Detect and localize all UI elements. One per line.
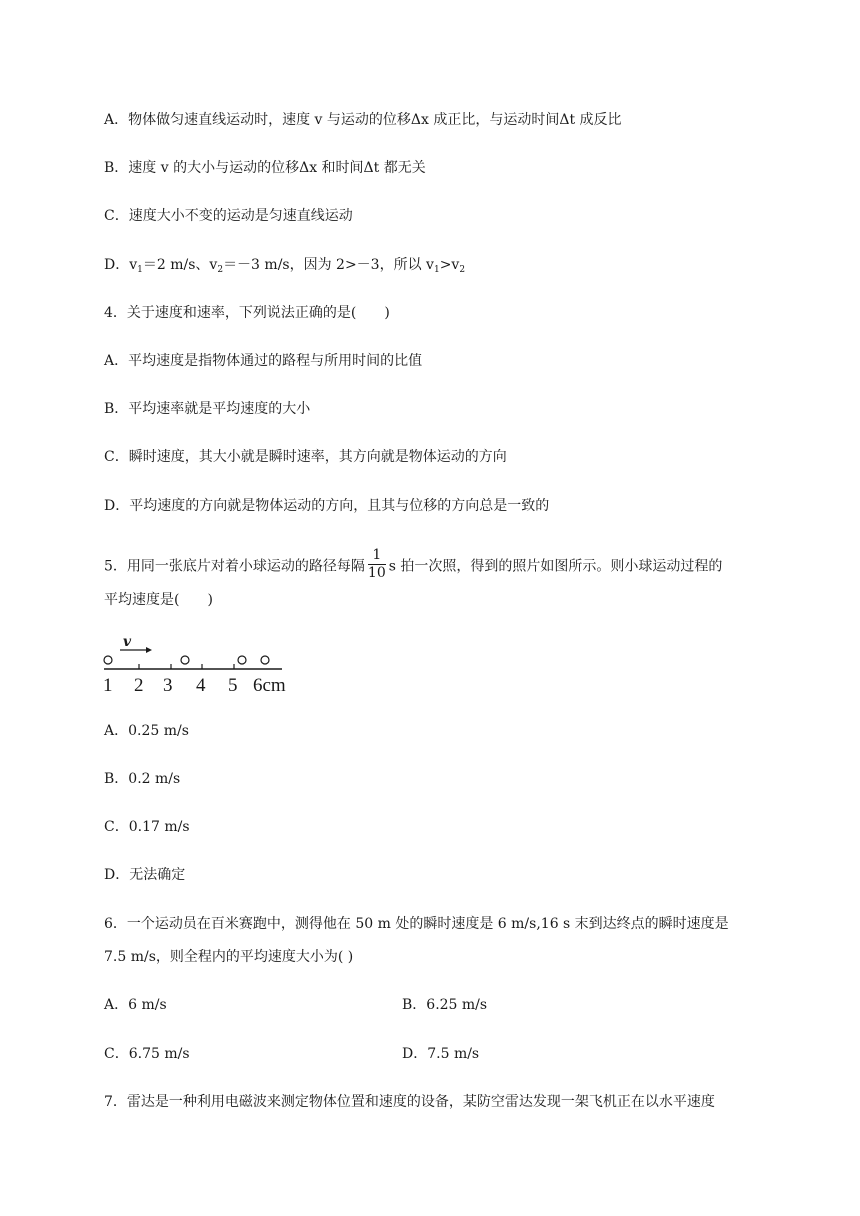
ball-position-2: [181, 656, 189, 664]
q5-stem: 5．用同一张底片对着小球运动的路径每隔 $\frac{1}{10}$ s 拍一次照，得到的照片如图所示。则小球运动过程的: [104, 547, 723, 581]
fraction: $\frac{1}{10}$: [367, 547, 386, 581]
ball-position-4: [261, 656, 269, 664]
q6-option-a: A．6 m/s: [104, 997, 167, 1013]
velocity-label: v: [123, 634, 132, 650]
velocity-arrow-head: [146, 647, 152, 653]
q6-option-c: C．6.75 m/s: [104, 1046, 190, 1062]
ball-position-1: [104, 656, 112, 664]
tick-label: 2: [134, 675, 144, 696]
q4-stem: 4．关于速度和速率，下列说法正确的是( ): [104, 305, 390, 321]
q6-option-d: D．7.5 m/s: [402, 1046, 480, 1062]
q5-option-a: A．0.25 m/s: [104, 723, 189, 739]
ball-track-figure: [96, 628, 306, 696]
q4-option-b: B．平均速率就是平均速度的大小: [104, 401, 311, 417]
q4-option-a: A．平均速度是指物体通过的路程与所用时间的比值: [104, 353, 423, 369]
q3-option-a: A．物体做匀速直线运动时，速度 v 与运动的位移Δx 成正比，与运动时间Δt 成反比: [104, 112, 622, 128]
tick-label: 3: [163, 675, 173, 696]
q5-option-d: D．无法确定: [104, 867, 186, 883]
tick-label: 4: [196, 675, 206, 696]
q3-option-d: D．$v_1=2$ m/s、$v_2=-3$ m/s，因为 2>－3，所以 $v_1>v_2$: [104, 257, 466, 275]
q7-stem: 7．雷达是一种利用电磁波来测定物体位置和速度的设备，某防空雷达发现一架飞机正在以水平速度: [104, 1094, 715, 1110]
q3-option-c: C．速度大小不变的运动是匀速直线运动: [104, 208, 353, 224]
tick-label: 1: [103, 675, 113, 696]
q6-stem: 6．一个运动员在百米赛跑中，测得他在 50 m 处的瞬时速度是 6 m/s,16 s 末到达终点的瞬时速度是: [104, 916, 729, 932]
ball-position-3: [238, 656, 246, 664]
q4-option-d: D．平均速度的方向就是物体运动的方向，且其与位移的方向总是一致的: [104, 498, 550, 514]
tick-label: 6cm: [253, 675, 286, 696]
q5-option-b: B．0.2 m/s: [104, 771, 181, 787]
q5-option-c: C．0.17 m/s: [104, 819, 190, 835]
q6-stem-line2: 7.5 m/s，则全程内的平均速度大小为( ): [104, 949, 354, 965]
q5-stem-line2: 平均速度是( ): [104, 592, 213, 608]
q3-option-b: B．速度 v 的大小与运动的位移Δx 和时间Δt 都无关: [104, 160, 426, 176]
q6-option-b: B．6.25 m/s: [402, 997, 488, 1013]
tick-label: 5: [228, 675, 238, 696]
q4-option-c: C．瞬时速度，其大小就是瞬时速率，其方向就是物体运动的方向: [104, 449, 507, 465]
